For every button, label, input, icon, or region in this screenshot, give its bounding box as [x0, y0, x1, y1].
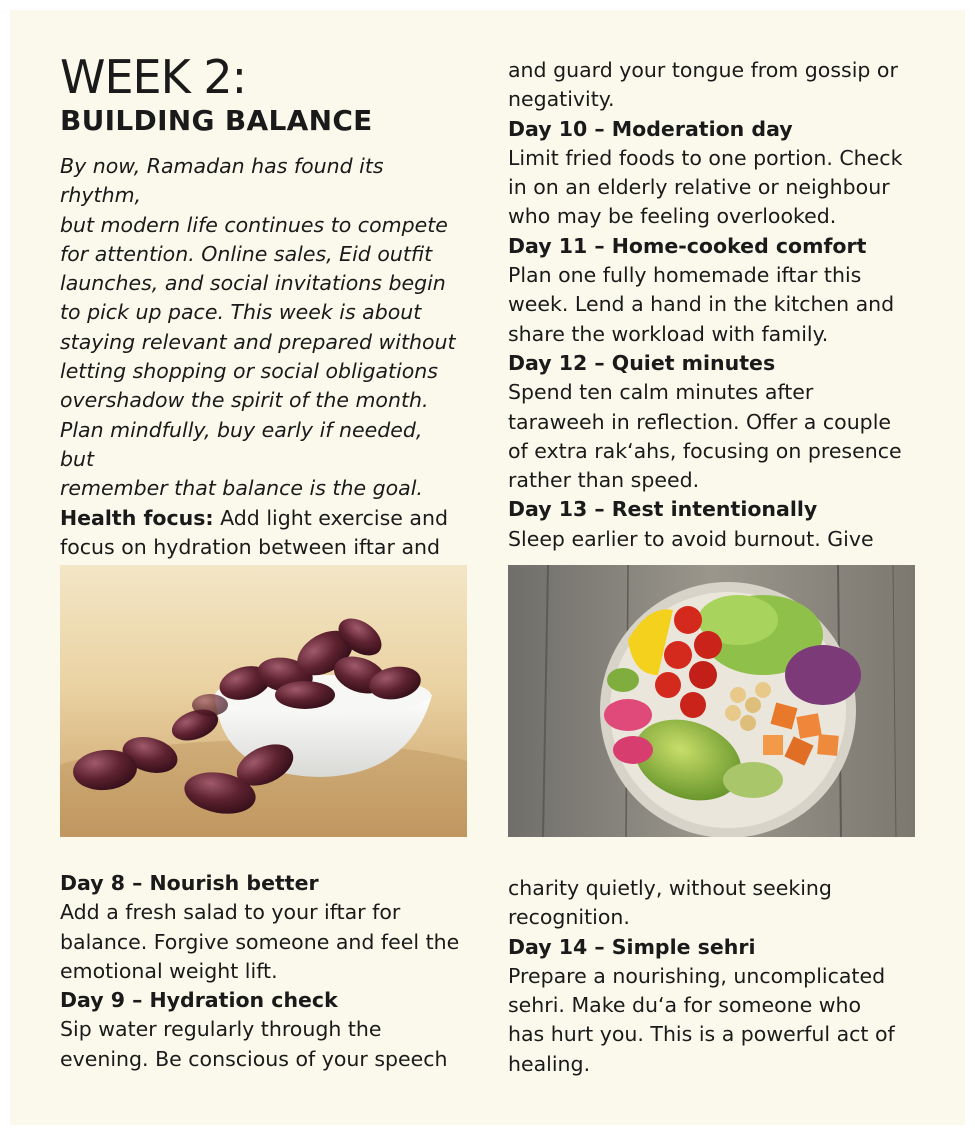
health-focus-line: focus on hydration between iftar and	[60, 534, 441, 559]
page-subtitle: BUILDING BALANCE	[60, 104, 373, 137]
days-column-top	[508, 56, 928, 554]
dates-photo	[60, 565, 467, 837]
day12-text-line: taraweeh in reflection. Offer a couple	[508, 409, 892, 434]
intro-line: staying relevant and prepared without	[60, 329, 456, 354]
day10-text-line: who may be feeling overlooked.	[508, 204, 837, 229]
intro-line: overshadow the spirit of the month.	[60, 388, 429, 413]
day13-text-line: Sleep earlier to avoid burnout. Give	[508, 526, 874, 551]
day14-text-line: sehri. Make du‘a for someone who	[508, 993, 862, 1018]
day14-text-line: has hurt you. This is a powerful act of	[508, 1022, 895, 1047]
day11-text-line: share the workload with family.	[508, 321, 829, 346]
day12-text-line: rather than speed.	[508, 468, 700, 493]
day10-text-line: Limit fried foods to one portion. Check	[508, 145, 903, 170]
intro-line: Plan mindfully, buy early if needed, but	[60, 417, 423, 471]
day11-text-line: week. Lend a hand in the kitchen and	[508, 292, 895, 317]
intro-line: but modern life continues to compete	[60, 212, 448, 237]
day8-text-line: Add a fresh salad to your iftar for	[60, 900, 401, 925]
health-focus-line	[60, 504, 460, 533]
days-column-bottom-right	[508, 874, 928, 1079]
day8-text-line: emotional weight lift.	[60, 958, 278, 983]
health-focus-text: Add light exercise and	[213, 505, 448, 530]
day9-text-line: evening. Be conscious of your speech	[60, 1046, 448, 1071]
day8-text-line: balance. Forgive someone and feel the	[60, 929, 460, 954]
day9-text-line: and guard your tongue from gossip or	[508, 58, 898, 82]
intro-line: for attention. Online sales, Eid outfit	[60, 241, 433, 266]
intro-line: letting shopping or social obligations	[60, 359, 438, 384]
intro-line: remember that balance is the goal.	[60, 476, 423, 501]
intro-line: By now, Ramadan has found its rhythm,	[60, 154, 384, 208]
day8-heading: Day 8 – Nourish better	[60, 871, 319, 895]
intro-line: to pick up pace. This week is about	[60, 300, 422, 325]
intro-line: launches, and social invitations begin	[60, 271, 446, 296]
day14-heading: Day 14 – Simple sehri	[508, 934, 756, 959]
health-focus-label: Health focus:	[60, 505, 214, 530]
day12-text-line: Spend ten calm minutes after	[508, 380, 814, 405]
salad-bowl-image	[508, 565, 915, 837]
days-column-bottom-left	[60, 869, 480, 1074]
day9-text-line: negativity.	[508, 87, 615, 112]
page-title: WEEK 2:	[60, 50, 247, 104]
day14-text-line: Prepare a nourishing, uncomplicated	[508, 963, 886, 988]
day14-text-line: healing.	[508, 1051, 591, 1076]
salad-photo	[508, 565, 915, 837]
day12-text-line: of extra rak‘ahs, focusing on presence	[508, 438, 902, 463]
day10-heading: Day 10 – Moderation day	[508, 116, 793, 141]
day9-heading: Day 9 – Hydration check	[60, 988, 338, 1013]
day12-heading: Day 12 – Quiet minutes	[508, 350, 776, 375]
day13-text-line: recognition.	[508, 905, 630, 930]
dates-bowl-image	[60, 565, 467, 837]
day13-text-line: charity quietly, without seeking	[508, 876, 832, 900]
day10-text-line: in on an elderly relative or neighbour	[508, 175, 890, 200]
day11-text-line: Plan one fully homemade iftar this	[508, 263, 862, 288]
intro-block	[60, 152, 460, 591]
day9-text-line: Sip water regularly through the	[60, 1017, 382, 1042]
day13-heading: Day 13 – Rest intentionally	[508, 497, 818, 522]
day11-heading: Day 11 – Home-cooked comfort	[508, 233, 867, 258]
